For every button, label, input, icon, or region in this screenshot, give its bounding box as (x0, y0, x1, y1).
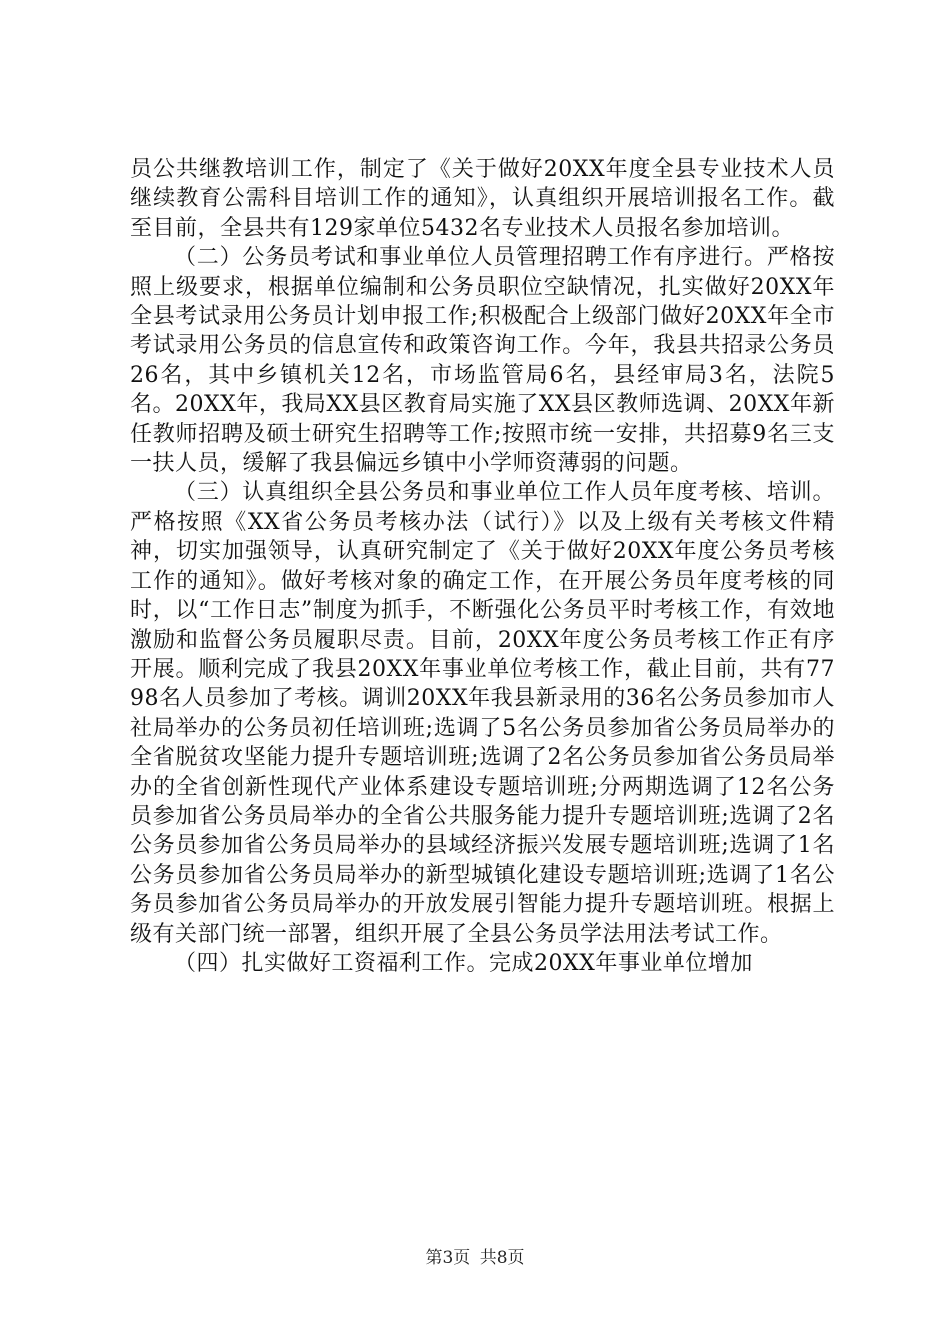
page-total: 共8页 (479, 1248, 525, 1268)
page-number: 第3页 (425, 1248, 471, 1268)
paragraph-section-4: （四）扎实做好工资福利工作。完成20XX年事业单位增加 (174, 950, 753, 976)
paragraph-continued: 员公共继教培训工作，制定了《关于做好20XX年度全县专业技术人员继续教育公需科目培训工作的通知》，认真组织开展培训报名工作。截至目前，全县共有129家单位5432名专业技术人员报名参加培训。 (130, 157, 835, 241)
document-body (130, 155, 835, 978)
paragraph-section-3: （三）认真组织全县公务员和事业单位工作人员年度考核、培训。严格按照《XX省公务员考核办法（试行）》以及上级有关考核文件精神，切实加强领导，认真研究制定了《关于做好20XX年度公务员考核工作的通知》。做好考核对象的确定工作，在开展公务员年度考核的同时，以“工作日志”制度为抓手，不断强化公务员平时考核工作，有效地激励和监督公务员履职尽责。目前，20XX年度公务员考核工作正有序开展。顺利完成了我县20XX年事业单位考核工作，截止目前，共有7798名人员参加了考核。调训20XX年我县新录用的36名公务员参加市人社局举办的公务员初任培训班;选调了5名公务员参加省公务员局举办的全省脱贫攻坚能力提升专题培训班;选调了2名公务员参加省公务员局举办的全省创新性现代产业体系建设专题培训班;分两期选调了12名公务员参加省公务员局举办的全省公共服务能力提升专题培训班;选调了2名公务员参加省公务员局举办的县域经济振兴发展专题培训班;选调了1名公务员参加省公务员局举办的新型城镇化建设专题培训班;选调了1名公务员参加省公务员局举办的开放发展引智能力提升专题培训班。根据上级有关部门统一部署，组织开展了全县公务员学法用法考试工作。 (130, 480, 835, 947)
page-footer (0, 1243, 950, 1268)
paragraph-section-2: （二）公务员考试和事业单位人员管理招聘工作有序进行。严格按照上级要求，根据单位编制和公务员职位空缺情况，扎实做好20XX年全县考试录用公务员计划申报工作;积极配合上级部门做好20XX年全市考试录用公务员的信息宣传和政策咨询工作。今年，我县共招录公务员26名，其中乡镇机关12名，市场监管局6名，县经审局3名，法院5名。20XX年，我局XX县区教育局实施了XX县区教师选调、20XX年新任教师招聘及硕士研究生招聘等工作;按照市统一安排，共招募9名三支一扶人员，缓解了我县偏远乡镇中小学师资薄弱的问题。 (130, 245, 835, 477)
